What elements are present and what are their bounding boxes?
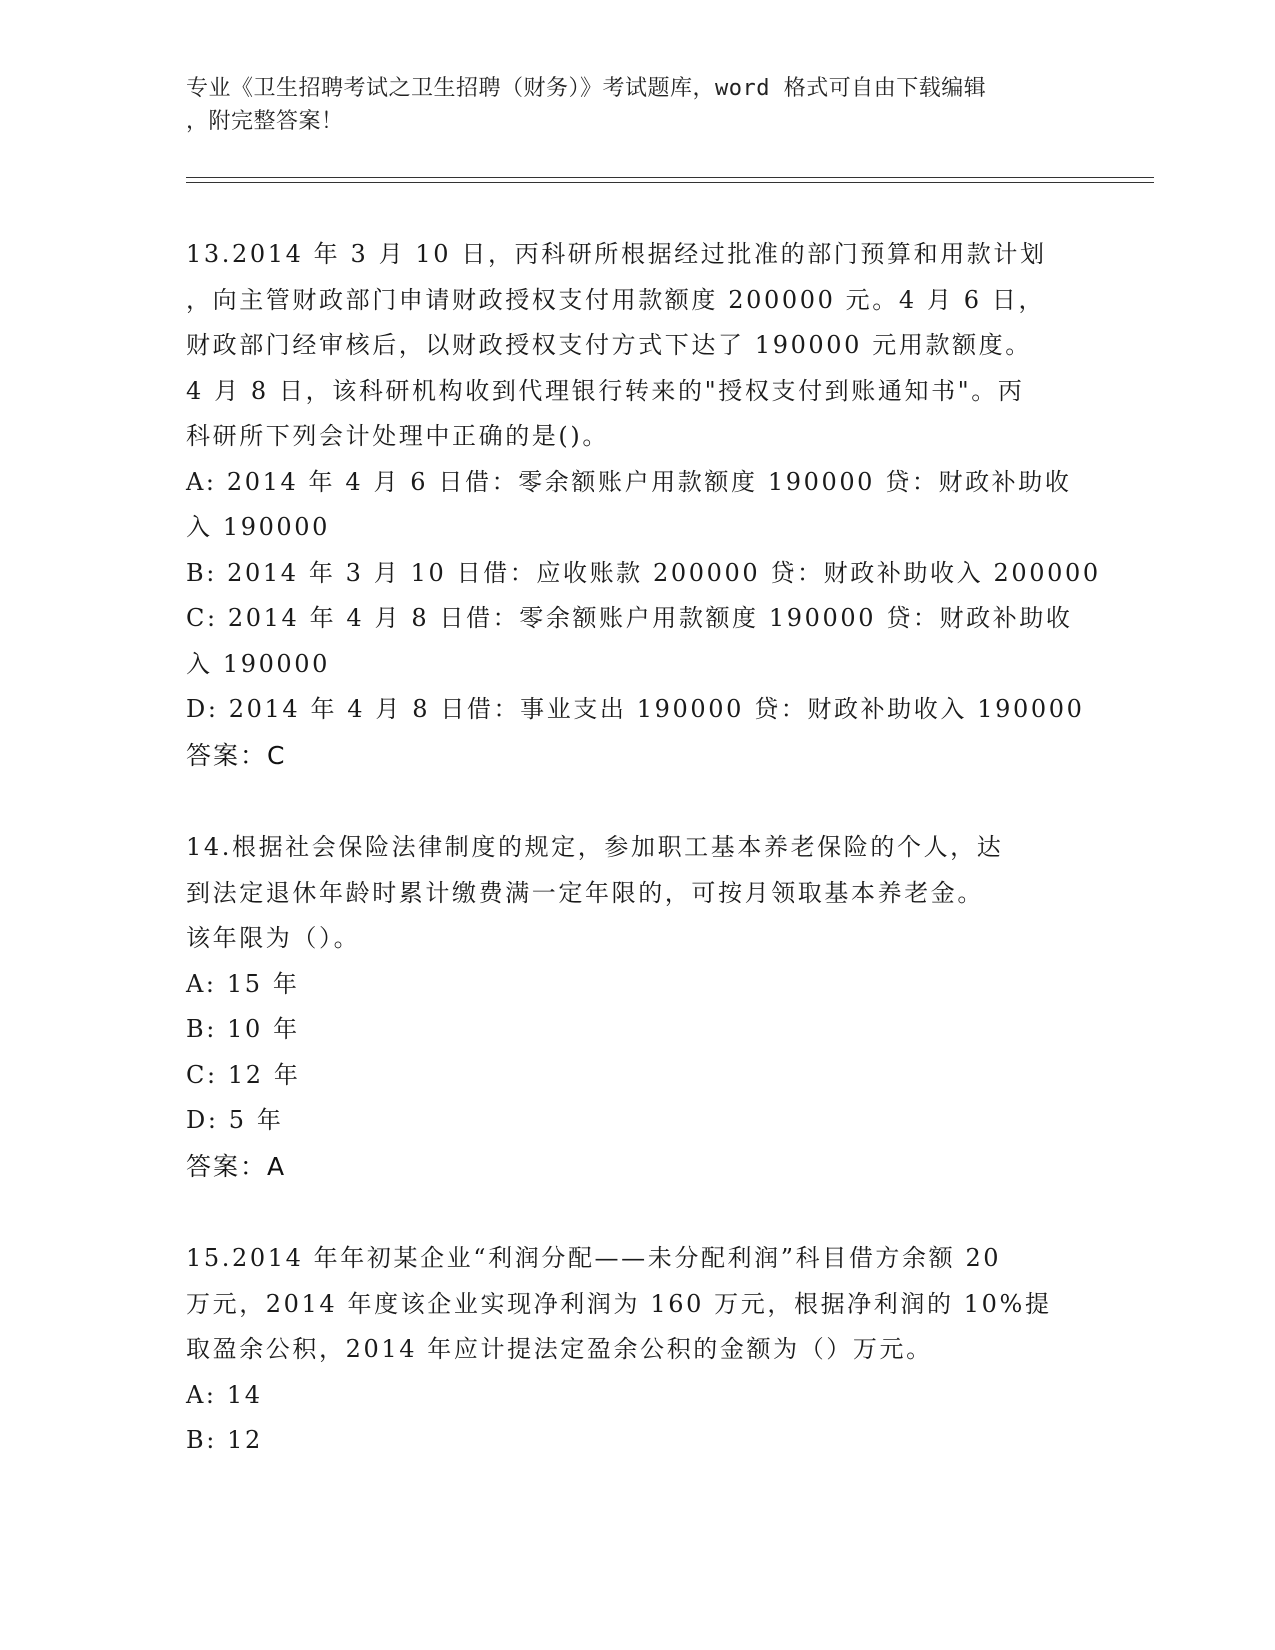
page-header: [186, 72, 1066, 138]
question-text-line: 4 月 8 日，该科研机构收到代理银行转来的"授权支付到账通知书"。丙: [186, 376, 1025, 405]
option-c: C: 12 年: [186, 1060, 301, 1089]
option-b: B: 10 年: [186, 1015, 300, 1043]
question-text-line: 财政部门经审核后，以财政授权支付方式下达了 190000 元用款额度。: [186, 331, 1032, 359]
option-c: C: 2014 年 4 月 8 日借：零余额账户用款额度 190000 贷：财政补助收: [186, 604, 1073, 632]
header-line-2: ，附完整答案！: [186, 109, 344, 134]
question-text-line: ，向主管财政部门申请财政授权支付用款额度 200000 元。4 月 6 日，: [186, 285, 1046, 314]
option-d: D: 5 年: [186, 1106, 284, 1134]
option-a: A: 14: [186, 1380, 263, 1409]
question-text-line: 取盈余公积，2014 年应计提法定盈余公积的金额为（）万元。: [186, 1335, 933, 1363]
question-text-line: 13.2014 年 3 月 10 日，丙科研所根据经过批准的部门预算和用款计划: [186, 240, 1047, 268]
question-list: [186, 232, 1101, 1511]
option-a-continued: 入 190000: [186, 513, 331, 541]
question-text-line: 科研所下列会计处理中正确的是()。: [186, 422, 609, 450]
option-c-continued: 入 190000: [186, 649, 331, 678]
question-14: [186, 825, 1086, 1189]
question-text-line: 万元，2014 年度该企业实现净利润为 160 万元，根据净利润的 10%提: [186, 1289, 1052, 1318]
question-text-line: 到法定退休年龄时累计缴费满一定年限的，可按月领取基本养老金。: [186, 878, 984, 907]
question-13: [186, 232, 1101, 778]
option-a: A: 15 年: [186, 969, 300, 998]
header-divider: [186, 177, 1154, 183]
option-d: D: 2014 年 4 月 8 日借：事业支出 190000 贷：财政补助收入 190000: [186, 695, 1085, 723]
question-text-line: 14.根据社会保险法律制度的规定，参加职工基本养老保险的个人，达: [186, 833, 1004, 861]
answer-label: 答案：A: [186, 1151, 287, 1181]
answer-label: 答案：C: [186, 740, 287, 770]
question-text-line: 15.2014 年年初某企业“利润分配——未分配利润”科目借方余额 20: [186, 1244, 1002, 1272]
header-line-1: 专业《卫生招聘考试之卫生招聘（财务）》考试题库，word 格式可自由下载编辑: [186, 76, 987, 101]
option-a: A: 2014 年 4 月 6 日借：零余额账户用款额度 190000 贷：财政补助收: [186, 467, 1072, 496]
question-15: [186, 1236, 1086, 1464]
option-b: B: 12: [186, 1426, 263, 1454]
question-text-line: 该年限为（）。: [186, 924, 361, 952]
option-b: B: 2014 年 3 月 10 日借：应收账款 200000 贷：财政补助收入 200000: [186, 558, 1101, 587]
